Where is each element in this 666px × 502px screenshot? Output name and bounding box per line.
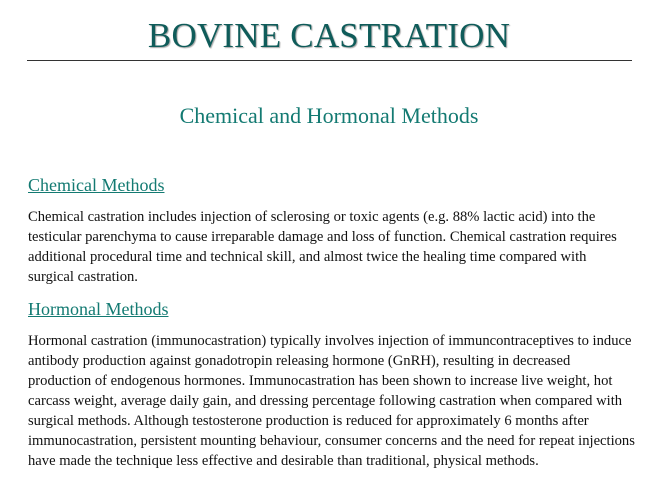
section-body-hormonal-methods: Hormonal castration (immunocastration) typically involves injection of immuncontraceptives to induce antibody production against gonadotropin releasing hormone (GnRH), resulting in decreased production of endogenous hormones. Immunocastration has been shown to increase live weight, hot carcass weight, average daily gain, and dressing percentage following castration when compared with surgical methods. Although testosterone production is reduced for approximately 6 months after immunocastration, persistent mounting behaviour, consumer concerns and the need for repeat injections have made the technique less effective and desirable than traditional, physical methods. <box>28 333 635 469</box>
section-body-chemical-methods: Chemical castration includes injection of sclerosing or toxic agents (e.g. 88% lactic acid) into the testicular parenchyma to cause irreparable damage and loss of function. Chemical castration requires additional procedural time and technical skill, and almost twice the healing time compared with surgical castration. <box>28 209 617 285</box>
page-subtitle: Chemical and Hormonal Methods <box>179 103 479 128</box>
page-title: BOVINE CASTRATION <box>147 16 511 55</box>
title-divider <box>27 60 632 61</box>
section-heading-hormonal-methods[interactable]: Hormonal Methods <box>28 299 169 319</box>
section-heading-chemical-methods[interactable]: Chemical Methods <box>28 175 165 195</box>
